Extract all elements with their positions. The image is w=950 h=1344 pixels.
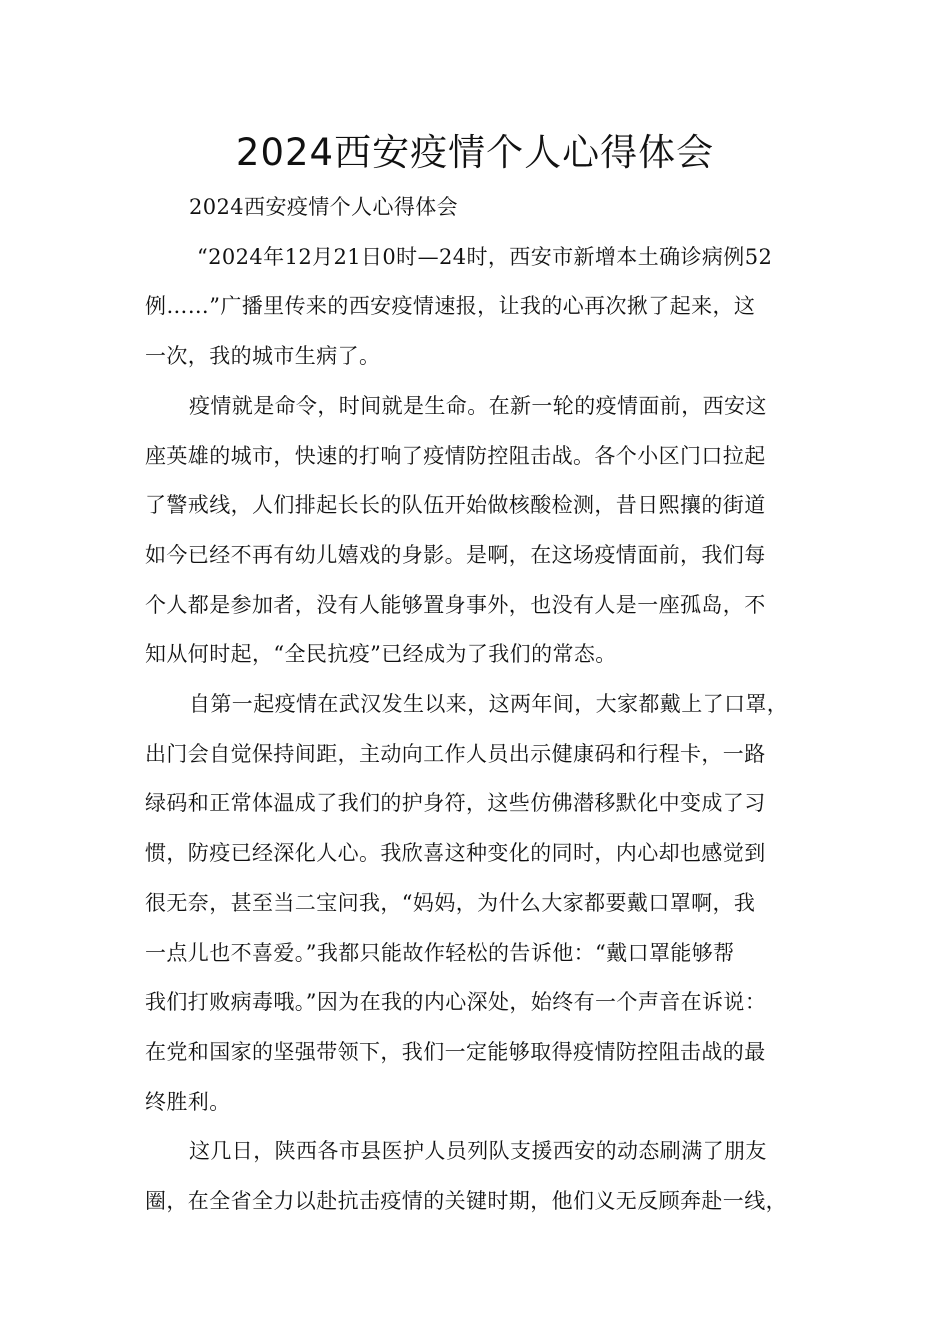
paragraph-line: 我们打败病毒哦。”因为在我的内心深处，始终有一个声音在诉说： <box>145 990 767 1015</box>
document-body <box>145 183 827 1227</box>
paragraph-line: 自第一起疫情在武汉发生以来，这两年间，大家都戴上了口罩， <box>189 692 789 717</box>
paragraph-line: 终胜利。 <box>145 1089 231 1114</box>
document-title: 2024西安疫情个人心得体会 <box>235 131 715 174</box>
document-subtitle: 2024西安疫情个人心得体会 <box>189 195 459 219</box>
paragraph-line: 个人都是参加者，没有人能够置身事外，也没有人是一座孤岛，不 <box>145 592 766 617</box>
paragraph-line: 惯，防疫已经深化人心。我欣喜这种变化的同时，内心却也感觉到 <box>145 841 766 866</box>
paragraph-line: “2024年12月21日0时—24时，西安市新增本土确诊病例52 <box>197 244 773 269</box>
paragraph-line: 座英雄的城市，快速的打响了疫情防控阻击战。各个小区门口拉起 <box>145 443 766 468</box>
paragraph-2 <box>145 382 827 680</box>
paragraph-3 <box>145 680 827 1127</box>
paragraph-line: 如今已经不再有幼儿嬉戏的身影。是啊，在这场疫情面前，我们每 <box>145 542 766 567</box>
paragraph-line: 了警戒线，人们排起长长的队伍开始做核酸检测，昔日熙攘的街道 <box>145 493 766 518</box>
paragraph-line: 疫情就是命令，时间就是生命。在新一轮的疫情面前，西安这 <box>189 393 767 418</box>
paragraph-line: 在党和国家的坚强带领下，我们一定能够取得疫情防控阻击战的最 <box>145 1039 766 1064</box>
paragraph-1 <box>145 233 827 382</box>
paragraph-4 <box>145 1127 827 1226</box>
paragraph-line: 一次，我的城市生病了。 <box>145 344 381 369</box>
paragraph-line: 绿码和正常体温成了我们的护身符，这些仿佛潜移默化中变成了习 <box>145 791 766 816</box>
paragraph-line: 圈，在全省全力以赴抗击疫情的关键时期，他们义无反顾奔赴一线， <box>145 1189 787 1214</box>
paragraph-line: 例……”广播里传来的西安疫情速报，让我的心再次揪了起来，这 <box>145 294 756 319</box>
paragraph-line: 这几日，陕西各市县医护人员列队支援西安的动态刷满了朋友 <box>189 1139 767 1164</box>
paragraph-line: 一点儿也不喜爱。”我都只能故作轻松的告诉他：“戴口罩能够帮 <box>145 940 735 965</box>
paragraph-line: 很无奈，甚至当二宝问我，“妈妈，为什么大家都要戴口罩啊，我 <box>145 890 756 915</box>
paragraph-line: 出门会自觉保持间距，主动向工作人员出示健康码和行程卡，一路 <box>145 741 766 766</box>
paragraph-line: 知从何时起，“全民抗疫”已经成为了我们的常态。 <box>145 642 617 667</box>
